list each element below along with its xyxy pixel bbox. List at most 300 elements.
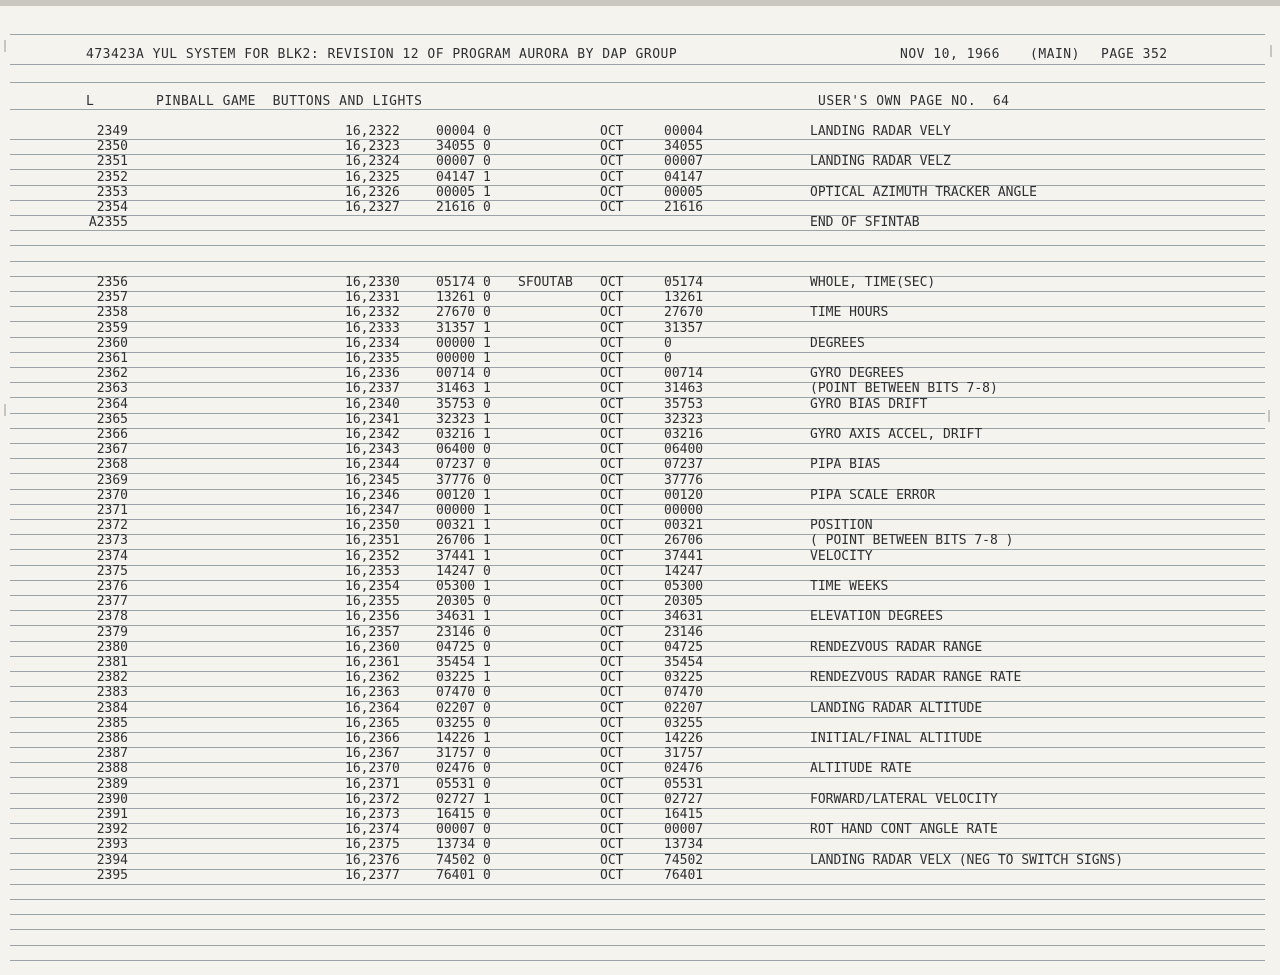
- octal-word: 00000 1: [436, 335, 491, 351]
- operand: 27670: [664, 305, 704, 321]
- memory-address: 16,2374: [345, 822, 400, 838]
- listing-row: [0, 351, 1280, 366]
- listing-row: [0, 792, 1280, 807]
- opcode: OCT: [600, 563, 624, 579]
- line-number: 2376: [96, 579, 128, 594]
- comment: DEGREES: [810, 335, 865, 351]
- listing-row: [0, 185, 1280, 200]
- opcode: OCT: [600, 396, 624, 412]
- memory-address: 16,2357: [345, 624, 400, 640]
- listing-row: [0, 442, 1280, 457]
- ruled-line: [10, 82, 1265, 83]
- comment: ALTITUDE RATE: [810, 761, 912, 777]
- operand: 35454: [664, 655, 704, 670]
- operand: 31463: [664, 381, 704, 397]
- line-number: 2366: [96, 427, 128, 442]
- comment: TIME WEEKS: [810, 579, 889, 594]
- opcode: OCT: [600, 533, 624, 549]
- octal-word: 27670 0: [436, 305, 491, 321]
- ruled-line: [10, 109, 1265, 110]
- opcode: OCT: [600, 411, 624, 427]
- line-number: 2350: [96, 139, 128, 155]
- operand: 35753: [664, 396, 704, 412]
- opcode: OCT: [600, 124, 624, 139]
- listing-row: [0, 170, 1280, 185]
- operand: 00007: [664, 154, 704, 170]
- line-number: 2390: [96, 791, 128, 807]
- operand: 20305: [664, 594, 704, 610]
- operand: 74502: [664, 852, 704, 868]
- opcode: OCT: [600, 852, 624, 868]
- listing-row: [0, 427, 1280, 442]
- line-number: 2377: [96, 594, 128, 610]
- octal-word: 03216 1: [436, 427, 491, 442]
- listing-row: [0, 366, 1280, 381]
- octal-word: 05300 1: [436, 579, 491, 594]
- listing-row: [0, 685, 1280, 700]
- listing-row: [0, 503, 1280, 518]
- ruled-line: [10, 914, 1265, 915]
- left-edge-mark: [4, 40, 6, 52]
- octal-word: 02476 0: [436, 761, 491, 777]
- line-number: 2373: [96, 533, 128, 549]
- listing-row: [0, 609, 1280, 624]
- memory-address: 16,2345: [345, 472, 400, 488]
- listing-row: [0, 549, 1280, 564]
- line-number: 2371: [96, 503, 128, 518]
- listing-row: [0, 716, 1280, 731]
- line-number: 2359: [96, 320, 128, 336]
- listing-row: [0, 853, 1280, 868]
- line-number: 2358: [96, 305, 128, 321]
- operand: 03225: [664, 670, 704, 686]
- comment: LANDING RADAR ALTITUDE: [810, 700, 983, 716]
- line-number: 2352: [96, 169, 128, 185]
- octal-word: 21616 0: [436, 200, 491, 215]
- line-number: 2349: [96, 124, 128, 139]
- listing-row: [0, 640, 1280, 655]
- memory-address: 16,2325: [345, 169, 400, 185]
- line-number: 2389: [96, 776, 128, 792]
- opcode: OCT: [600, 503, 624, 518]
- listing-row: [0, 701, 1280, 716]
- operand: 32323: [664, 411, 704, 427]
- line-number: 2372: [96, 518, 128, 534]
- listing-row: [0, 305, 1280, 320]
- listing-row: [0, 579, 1280, 594]
- opcode: OCT: [600, 427, 624, 442]
- octal-word: 06400 0: [436, 442, 491, 458]
- line-number: 2367: [96, 442, 128, 458]
- octal-word: 00005 1: [436, 184, 491, 200]
- memory-address: 16,2343: [345, 442, 400, 458]
- memory-address: 16,2324: [345, 154, 400, 170]
- line-number: A2355: [88, 215, 128, 231]
- opcode: OCT: [600, 200, 624, 215]
- operand: 0: [664, 351, 672, 366]
- octal-word: 13734 0: [436, 837, 491, 853]
- operand: 23146: [664, 624, 704, 640]
- comment: LANDING RADAR VELY: [810, 124, 951, 139]
- comment: POSITION: [810, 518, 873, 534]
- octal-word: 35753 0: [436, 396, 491, 412]
- comment: LANDING RADAR VELZ: [810, 154, 951, 170]
- line-number: 2374: [96, 548, 128, 564]
- opcode: OCT: [600, 837, 624, 853]
- subheader-user-page: USER'S OWN PAGE NO. 64: [818, 94, 1010, 109]
- octal-word: 03225 1: [436, 670, 491, 686]
- memory-address: 16,2365: [345, 715, 400, 731]
- opcode: OCT: [600, 579, 624, 594]
- memory-address: 16,2367: [345, 746, 400, 762]
- octal-word: 14226 1: [436, 731, 491, 746]
- line-number: 2387: [96, 746, 128, 762]
- listing-row: [0, 290, 1280, 305]
- operand: 05174: [664, 275, 704, 290]
- memory-address: 16,2373: [345, 807, 400, 822]
- memory-address: 16,2334: [345, 335, 400, 351]
- opcode: OCT: [600, 700, 624, 716]
- ruled-line: [10, 34, 1265, 35]
- line-number: 2351: [96, 154, 128, 170]
- right-edge-mark: [1270, 45, 1272, 57]
- memory-address: 16,2335: [345, 351, 400, 366]
- memory-address: 16,2347: [345, 503, 400, 518]
- ruled-line: [10, 64, 1265, 65]
- opcode: OCT: [600, 761, 624, 777]
- memory-address: 16,2361: [345, 655, 400, 670]
- listing-row: [0, 625, 1280, 640]
- line-number: 2360: [96, 335, 128, 351]
- opcode: OCT: [600, 746, 624, 762]
- ruled-line: [10, 945, 1265, 946]
- listing-row: [0, 275, 1280, 290]
- memory-address: 16,2364: [345, 700, 400, 716]
- memory-address: 16,2340: [345, 396, 400, 412]
- line-number: 2383: [96, 685, 128, 701]
- operand: 34055: [664, 139, 704, 155]
- operand: 0: [664, 335, 672, 351]
- comment: VELOCITY: [810, 548, 873, 564]
- listing-row: [0, 473, 1280, 488]
- operand: 03255: [664, 715, 704, 731]
- listing-row: [0, 457, 1280, 472]
- operand: 14226: [664, 731, 704, 746]
- opcode: OCT: [600, 184, 624, 200]
- listing-row: [0, 564, 1280, 579]
- line-number: 2391: [96, 807, 128, 822]
- opcode: OCT: [600, 366, 624, 382]
- octal-word: 13261 0: [436, 290, 491, 306]
- octal-word: 35454 1: [436, 655, 491, 670]
- operand: 06400: [664, 442, 704, 458]
- listing-row: [0, 381, 1280, 396]
- operand: 07470: [664, 685, 704, 701]
- octal-word: 07237 0: [436, 457, 491, 473]
- comment: PIPA SCALE ERROR: [810, 487, 936, 503]
- line-number: 2381: [96, 655, 128, 670]
- memory-address: 16,2337: [345, 381, 400, 397]
- memory-address: 16,2370: [345, 761, 400, 777]
- listing-row: [0, 670, 1280, 685]
- symbol-label: SFOUTAB: [518, 275, 573, 290]
- listing-header-page: PAGE 352: [1101, 47, 1168, 62]
- octal-word: 00714 0: [436, 366, 491, 382]
- octal-word: 04147 1: [436, 169, 491, 185]
- line-number: 2356: [96, 275, 128, 290]
- octal-word: 16415 0: [436, 807, 491, 822]
- octal-word: 03255 0: [436, 715, 491, 731]
- opcode: OCT: [600, 442, 624, 458]
- comment: INITIAL/FINAL ALTITUDE: [810, 731, 983, 746]
- comment: END OF SFINTAB: [810, 215, 920, 231]
- memory-address: 16,2326: [345, 184, 400, 200]
- opcode: OCT: [600, 381, 624, 397]
- listing-header-mode: (MAIN): [1030, 47, 1080, 62]
- operand: 00007: [664, 822, 704, 838]
- line-number: 2392: [96, 822, 128, 838]
- ruled-line: [10, 261, 1265, 262]
- operand: 37776: [664, 472, 704, 488]
- octal-word: 26706 1: [436, 533, 491, 549]
- page-top-band: [0, 0, 1280, 6]
- octal-word: 31463 1: [436, 381, 491, 397]
- octal-word: 34055 0: [436, 139, 491, 155]
- opcode: OCT: [600, 776, 624, 792]
- memory-address: 16,2344: [345, 457, 400, 473]
- comment: GYRO BIAS DRIFT: [810, 396, 928, 412]
- operand: 02727: [664, 791, 704, 807]
- operand: 13261: [664, 290, 704, 306]
- comment: FORWARD/LATERAL VELOCITY: [810, 791, 998, 807]
- listing-row: [0, 518, 1280, 533]
- opcode: OCT: [600, 487, 624, 503]
- line-number: 2388: [96, 761, 128, 777]
- operand: 00005: [664, 184, 704, 200]
- listing-row: [0, 837, 1280, 852]
- comment: GYRO AXIS ACCEL, DRIFT: [810, 427, 983, 442]
- listing-header-title: 473423A YUL SYSTEM FOR BLK2: REVISION 12 OF PROGRAM AURORA BY DAP GROUP: [86, 47, 678, 62]
- line-number: 2364: [96, 396, 128, 412]
- line-number: 2370: [96, 487, 128, 503]
- line-number: 2395: [96, 867, 128, 883]
- octal-word: 37776 0: [436, 472, 491, 488]
- memory-address: 16,2332: [345, 305, 400, 321]
- memory-address: 16,2331: [345, 290, 400, 306]
- comment: RENDEZVOUS RADAR RANGE: [810, 639, 983, 655]
- listing-row: [0, 822, 1280, 837]
- ruled-line: [10, 245, 1265, 246]
- memory-address: 16,2323: [345, 139, 400, 155]
- line-number: 2365: [96, 411, 128, 427]
- comment: GYRO DEGREES: [810, 366, 904, 382]
- memory-address: 16,2341: [345, 411, 400, 427]
- octal-word: 05174 0: [436, 275, 491, 290]
- operand: 03216: [664, 427, 704, 442]
- operand: 37441: [664, 548, 704, 564]
- operand: 02476: [664, 761, 704, 777]
- listing-row: [0, 154, 1280, 169]
- subheader-type: L: [86, 94, 95, 109]
- line-number: 2361: [96, 351, 128, 366]
- line-number: 2385: [96, 715, 128, 731]
- opcode: OCT: [600, 335, 624, 351]
- octal-word: 37441 1: [436, 548, 491, 564]
- operand: 13734: [664, 837, 704, 853]
- opcode: OCT: [600, 639, 624, 655]
- line-number: 2378: [96, 609, 128, 625]
- ruled-line: [10, 899, 1265, 900]
- opcode: OCT: [600, 609, 624, 625]
- opcode: OCT: [600, 320, 624, 336]
- listing-row: [0, 139, 1280, 154]
- memory-address: 16,2350: [345, 518, 400, 534]
- memory-address: 16,2346: [345, 487, 400, 503]
- operand: 31357: [664, 320, 704, 336]
- opcode: OCT: [600, 624, 624, 640]
- opcode: OCT: [600, 548, 624, 564]
- opcode: OCT: [600, 305, 624, 321]
- octal-word: 00000 1: [436, 503, 491, 518]
- octal-word: 74502 0: [436, 852, 491, 868]
- opcode: OCT: [600, 518, 624, 534]
- memory-address: 16,2342: [345, 427, 400, 442]
- opcode: OCT: [600, 457, 624, 473]
- operand: 00714: [664, 366, 704, 382]
- memory-address: 16,2333: [345, 320, 400, 336]
- line-number: 2353: [96, 184, 128, 200]
- line-number: 2357: [96, 290, 128, 306]
- memory-address: 16,2371: [345, 776, 400, 792]
- memory-address: 16,2354: [345, 579, 400, 594]
- listing-row: [0, 868, 1280, 883]
- listing-row: [0, 336, 1280, 351]
- listing-row: [0, 777, 1280, 792]
- line-number: 2380: [96, 639, 128, 655]
- comment: ROT HAND CONT ANGLE RATE: [810, 822, 998, 838]
- comment: (POINT BETWEEN BITS 7-8): [810, 381, 998, 397]
- octal-word: 00120 1: [436, 487, 491, 503]
- line-number: 2382: [96, 670, 128, 686]
- octal-word: 04725 0: [436, 639, 491, 655]
- memory-address: 16,2372: [345, 791, 400, 807]
- octal-word: 00007 0: [436, 822, 491, 838]
- memory-address: 16,2356: [345, 609, 400, 625]
- opcode: OCT: [600, 670, 624, 686]
- listing-row: [0, 533, 1280, 548]
- ruled-line: [10, 929, 1265, 930]
- memory-address: 16,2360: [345, 639, 400, 655]
- octal-word: 76401 0: [436, 867, 491, 883]
- listing-row: [0, 731, 1280, 746]
- listing-row: [0, 321, 1280, 336]
- opcode: OCT: [600, 715, 624, 731]
- opcode: OCT: [600, 351, 624, 366]
- comment: WHOLE, TIME(SEC): [810, 275, 936, 290]
- line-number: 2379: [96, 624, 128, 640]
- memory-address: 16,2330: [345, 275, 400, 290]
- line-number: 2384: [96, 700, 128, 716]
- octal-word: 07470 0: [436, 685, 491, 701]
- octal-word: 34631 1: [436, 609, 491, 625]
- opcode: OCT: [600, 807, 624, 822]
- operand: 31757: [664, 746, 704, 762]
- memory-address: 16,2327: [345, 200, 400, 215]
- operand: 26706: [664, 533, 704, 549]
- operand: 00321: [664, 518, 704, 534]
- memory-address: 16,2363: [345, 685, 400, 701]
- ruled-line: [10, 960, 1265, 961]
- listing-row: [0, 200, 1280, 215]
- memory-address: 16,2322: [345, 124, 400, 139]
- operand: 05531: [664, 776, 704, 792]
- octal-word: 05531 0: [436, 776, 491, 792]
- line-number: 2354: [96, 200, 128, 215]
- line-number: 2375: [96, 563, 128, 579]
- memory-address: 16,2336: [345, 366, 400, 382]
- operand: 00004: [664, 124, 704, 139]
- opcode: OCT: [600, 867, 624, 883]
- octal-word: 23146 0: [436, 624, 491, 640]
- comment: TIME HOURS: [810, 305, 889, 321]
- octal-word: 00007 0: [436, 154, 491, 170]
- operand: 04725: [664, 639, 704, 655]
- listing-row: [0, 807, 1280, 822]
- listing-row: [0, 746, 1280, 761]
- line-number: 2363: [96, 381, 128, 397]
- line-number: 2368: [96, 457, 128, 473]
- comment: PIPA BIAS: [810, 457, 881, 473]
- opcode: OCT: [600, 594, 624, 610]
- line-number: 2369: [96, 472, 128, 488]
- opcode: OCT: [600, 685, 624, 701]
- memory-address: 16,2375: [345, 837, 400, 853]
- line-number: 2386: [96, 731, 128, 746]
- octal-word: 00321 1: [436, 518, 491, 534]
- listing-row: [0, 488, 1280, 503]
- listing-row: [0, 655, 1280, 670]
- line-number: 2362: [96, 366, 128, 382]
- listing-row: [0, 412, 1280, 427]
- listing-header-date: NOV 10, 1966: [900, 47, 1000, 62]
- operand: 02207: [664, 700, 704, 716]
- operand: 00000: [664, 503, 704, 518]
- octal-word: 00000 1: [436, 351, 491, 366]
- opcode: OCT: [600, 275, 624, 290]
- operand: 34631: [664, 609, 704, 625]
- memory-address: 16,2376: [345, 852, 400, 868]
- operand: 76401: [664, 867, 704, 883]
- opcode: OCT: [600, 822, 624, 838]
- comment: ( POINT BETWEEN BITS 7-8 ): [810, 533, 1014, 549]
- operand: 16415: [664, 807, 704, 822]
- opcode: OCT: [600, 791, 624, 807]
- opcode: OCT: [600, 655, 624, 670]
- opcode: OCT: [600, 472, 624, 488]
- octal-word: 20305 0: [436, 594, 491, 610]
- memory-address: 16,2351: [345, 533, 400, 549]
- octal-word: 02207 0: [436, 700, 491, 716]
- line-number: 2393: [96, 837, 128, 853]
- operand: 14247: [664, 563, 704, 579]
- listing-row: [0, 215, 1280, 230]
- memory-address: 16,2366: [345, 731, 400, 746]
- memory-address: 16,2353: [345, 563, 400, 579]
- memory-address: 16,2377: [345, 867, 400, 883]
- ruled-line: [10, 884, 1265, 885]
- comment: OPTICAL AZIMUTH TRACKER ANGLE: [810, 184, 1037, 200]
- memory-address: 16,2352: [345, 548, 400, 564]
